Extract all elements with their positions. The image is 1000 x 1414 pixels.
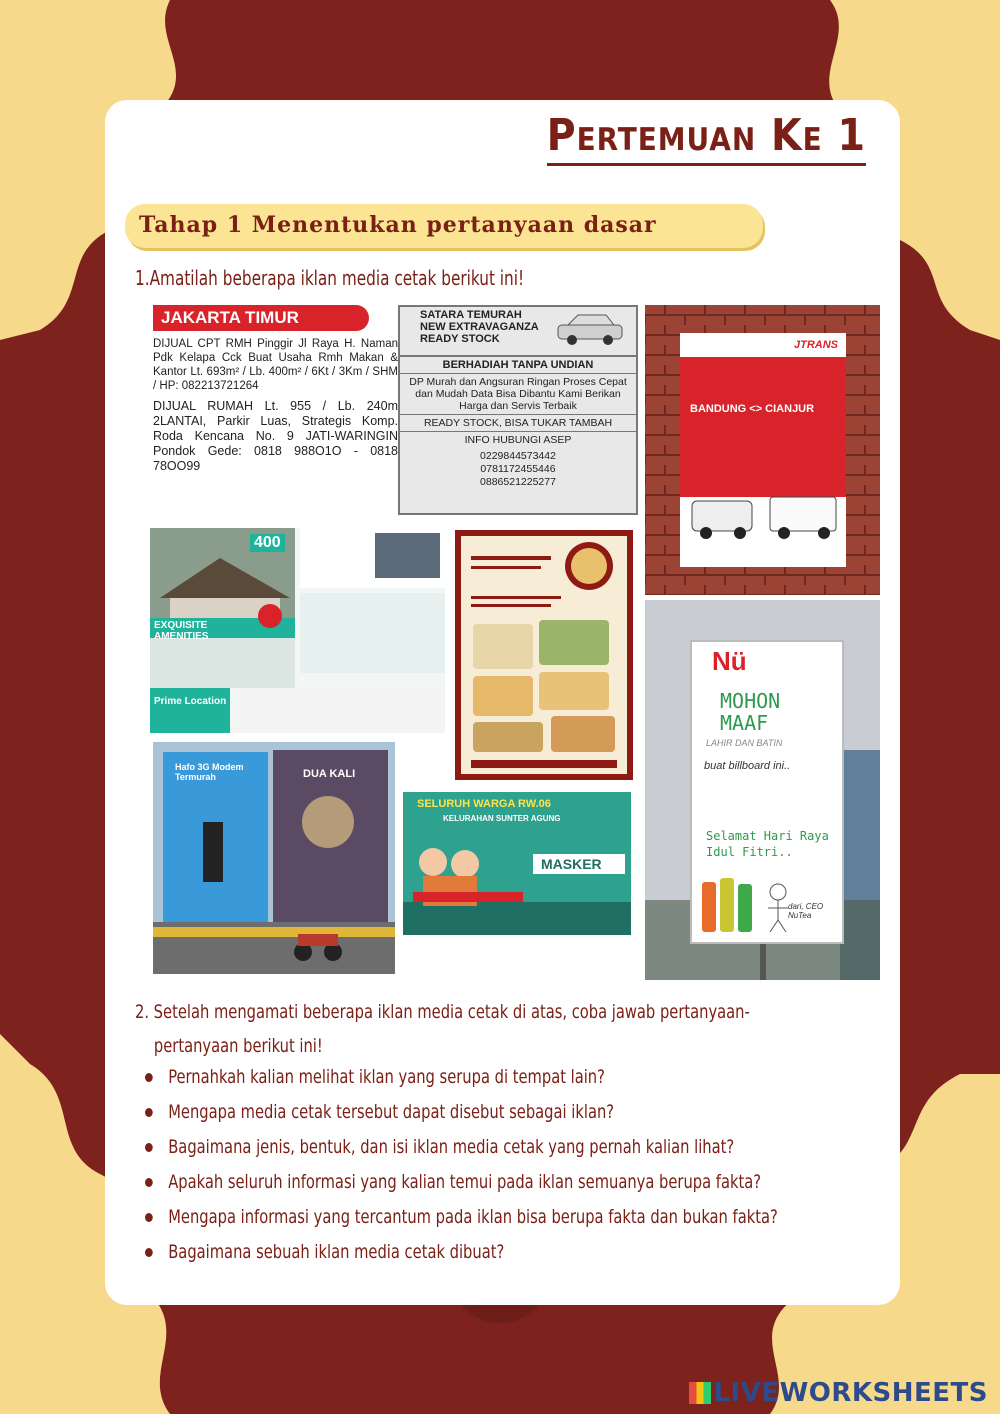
ad-satara-line7: INFO HUBUNGI ASEP	[464, 434, 572, 446]
street-text-2: DUA KALI	[303, 768, 356, 780]
bullet-icon	[145, 1213, 153, 1222]
bullet-icon	[145, 1178, 153, 1187]
car-icon	[550, 313, 630, 347]
ad-satara-line1: SATARA TEMURAH	[420, 309, 522, 321]
jtrans-poster	[680, 333, 846, 567]
question-item	[145, 1101, 778, 1136]
bullet-icon	[145, 1248, 153, 1257]
ad-jakarta-text-1: DIJUAL CPT RMH Pinggir Jl Raya H. Naman Pdk Kelapa Cck Buat Usaha Rmh Makan & Kantor Lt. 693m² / Lb. 400m² / 6Kt / 3Km / SHM / HP: 082213721264	[153, 338, 398, 392]
liveworksheets-logo[interactable]	[689, 1378, 988, 1408]
question-text: Mengapa media cetak tersebut dapat disebut sebagai iklan?	[168, 1101, 615, 1123]
street-text-1: Hafo 3G Modem Termurah	[175, 762, 244, 782]
page-title: Pertemuan Ke 1	[547, 110, 866, 166]
question-text: Apakah seluruh informasi yang kalian temui pada iklan semuanya berupa fakta?	[168, 1171, 762, 1193]
bullet-icon	[145, 1143, 153, 1152]
bullet-icon	[145, 1108, 153, 1117]
instruction-1: 1.Amatilah beberapa iklan media cetak berikut ini!	[135, 266, 525, 290]
banner-line2: KELURAHAN SUNTER AGUNG	[443, 814, 561, 823]
nu-sign: dari, CEO NuTea	[788, 902, 824, 920]
housing-label-location: Prime Location	[154, 696, 227, 707]
ad-food	[455, 530, 633, 780]
nu-line3: buat billboard ini..	[704, 760, 791, 772]
question-list	[145, 1066, 881, 1276]
ad-jtrans	[645, 305, 880, 595]
ad-satara-line5: DP Murah dan Angsuran Ringan Proses Cepat dan Mudah Data Bisa Dibantu Kami Berikan Harga dan Servis Terbaik	[400, 374, 636, 415]
ad-satara	[398, 305, 638, 515]
ad-satara-line3: READY STOCK	[420, 333, 500, 345]
bullet-icon	[145, 1073, 153, 1082]
ad-jakarta-header: JAKARTA TIMUR	[153, 305, 369, 331]
question-item	[145, 1171, 778, 1206]
question-text: Bagaimana jenis, bentuk, dan isi iklan media cetak yang pernah kalian lihat?	[168, 1136, 735, 1158]
housing-price: 400	[250, 534, 285, 552]
nu-billboard-board	[690, 640, 844, 944]
vehicle-icon	[690, 493, 840, 543]
nu-brand: Nü	[712, 646, 747, 676]
ad-masker-banner	[403, 792, 631, 935]
ad-jakarta-timur	[153, 305, 398, 505]
nu-line1: MOHON MAAF	[720, 689, 781, 735]
stage-banner	[125, 204, 763, 248]
question-item	[145, 1241, 778, 1276]
instruction-2-line1: 2. Setelah mengamati beberapa iklan media cetak di atas, coba jawab pertanyaan-	[135, 1001, 750, 1023]
question-item	[145, 1136, 778, 1171]
nu-line4: Selamat Hari Raya Idul Fitri..	[706, 829, 829, 859]
ad-satara-line4: BERHADIAH TANPA UNDIAN	[442, 359, 594, 371]
food-images	[461, 536, 627, 774]
nu-line2: LAHIR DAN BATIN	[706, 738, 783, 748]
instruction-2	[135, 995, 895, 1063]
ad-jakarta-text-2: DIJUAL RUMAH Lt. 955 / Lb. 240m 2LANTAI, Parkir Luas, Strategis Komp. Roda Kencana No. 9 JATI-WARINGIN Pondok Gede: 0818 988O1O - 0818 78OO99	[153, 399, 398, 473]
liveworksheets-logo-text: LIVEWORKSHEETS	[713, 1378, 988, 1408]
question-item	[145, 1066, 778, 1101]
worksheet-card	[105, 100, 900, 1305]
question-item	[145, 1206, 778, 1241]
ad-street-billboard	[153, 742, 395, 974]
ad-satara-line2: NEW EXTRAVAGANZA	[420, 321, 539, 333]
jtrans-red-panel	[680, 357, 846, 497]
question-text: Pernahkah kalian melihat iklan yang serupa di tempat lain?	[168, 1066, 605, 1088]
banner-line1: SELURUH WARGA RW.06	[417, 798, 551, 810]
food-poster	[461, 536, 627, 774]
ad-satara-line6: READY STOCK, BISA TUKAR TAMBAH	[400, 415, 636, 432]
housing-label-amenities: EXQUISITE AMENITIES	[154, 620, 209, 642]
ad-billboard-nu	[645, 600, 880, 980]
question-text: Mengapa informasi yang tercantum pada iklan bisa berupa fakta dan bukan fakta?	[168, 1206, 778, 1228]
ad-housing	[150, 528, 445, 733]
stage-heading: Tahap 1 Menentukan pertanyaan dasar	[139, 212, 657, 238]
banner-line3: MASKER	[541, 856, 602, 872]
instruction-2-line2: pertanyaan berikut ini!	[153, 1035, 323, 1057]
jtrans-route: BANDUNG <> CIANJUR	[690, 403, 815, 415]
question-text: Bagaimana sebuah iklan media cetak dibuat?	[168, 1241, 505, 1263]
jtrans-brand: JTRANS	[793, 339, 838, 351]
liveworksheets-icon	[689, 1382, 711, 1404]
ad-satara-phones: 0229844573442 0781172455446 0886521225277	[480, 450, 556, 488]
